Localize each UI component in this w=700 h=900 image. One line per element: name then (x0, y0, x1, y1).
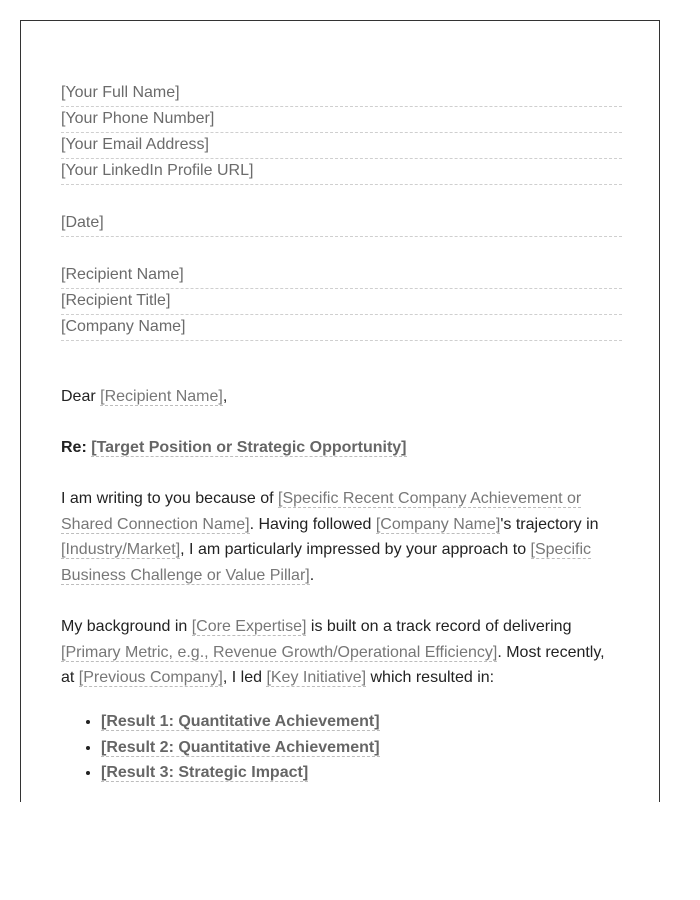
sender-name-field[interactable]: [Your Full Name] (61, 81, 622, 107)
subject-line (61, 437, 407, 459)
list-item (101, 735, 380, 761)
results-list (61, 709, 380, 786)
text: , I led (222, 669, 267, 687)
company-name-placeholder[interactable]: [Company Name] (375, 515, 501, 533)
business-challenge-placeholder[interactable]: [Specific Business Challenge or Value Pillar] (61, 541, 591, 584)
text: . Most recently, at (61, 643, 605, 687)
primary-metric-placeholder[interactable]: [Primary Metric, e.g., Revenue Growth/Operational Efficiency] (61, 643, 498, 661)
salutation-prefix: Dear (61, 388, 101, 405)
text: 's trajectory in (500, 515, 599, 533)
sender-linkedin-field[interactable]: [Your LinkedIn Profile URL] (61, 159, 622, 185)
previous-company-placeholder[interactable]: [Previous Company] (78, 669, 223, 687)
list-item (101, 760, 380, 786)
salutation-recipient-placeholder[interactable]: [Recipient Name] (100, 388, 223, 405)
subject-label: Re: (61, 439, 92, 456)
text: I am writing to you because of (61, 490, 278, 507)
industry-placeholder[interactable]: [Industry/Market] (61, 541, 181, 559)
salutation-suffix: , (222, 388, 228, 405)
text: which resulted in: (366, 669, 495, 687)
text: . Having followed (249, 515, 376, 533)
recipient-name-field[interactable]: [Recipient Name] (61, 263, 622, 289)
text: is built on a track record of delivering (306, 618, 572, 635)
result-1-placeholder[interactable]: [Result 1: Quantitative Achievement] (101, 713, 380, 730)
company-name-field[interactable]: [Company Name] (61, 315, 622, 341)
letter-content (61, 81, 622, 782)
spacer (61, 237, 622, 263)
background-paragraph (61, 614, 622, 691)
opening-paragraph (61, 486, 622, 588)
recipient-title-field[interactable]: [Recipient Title] (61, 289, 622, 315)
key-initiative-placeholder[interactable]: [Key Initiative] (266, 669, 367, 687)
core-expertise-placeholder[interactable]: [Core Expertise] (191, 618, 307, 635)
text: My background in (61, 618, 192, 635)
document-page (20, 20, 660, 802)
result-2-placeholder[interactable]: [Result 2: Quantitative Achievement] (101, 738, 380, 756)
salutation (61, 386, 227, 408)
text: , I am particularly impressed by your approach to (180, 541, 531, 559)
result-3-placeholder[interactable]: [Result 3: Strategic Impact] (101, 764, 309, 782)
list-item (101, 709, 380, 735)
spacer (61, 185, 622, 211)
subject-placeholder[interactable]: [Target Position or Strategic Opportunity] (91, 439, 407, 456)
company-achievement-placeholder[interactable]: [Specific Recent Company Achievement or Shared Connection Name] (61, 490, 582, 533)
sender-phone-field[interactable]: [Your Phone Number] (61, 107, 622, 133)
sender-email-field[interactable]: [Your Email Address] (61, 133, 622, 159)
text: . (309, 566, 315, 584)
date-field[interactable]: [Date] (61, 211, 622, 237)
